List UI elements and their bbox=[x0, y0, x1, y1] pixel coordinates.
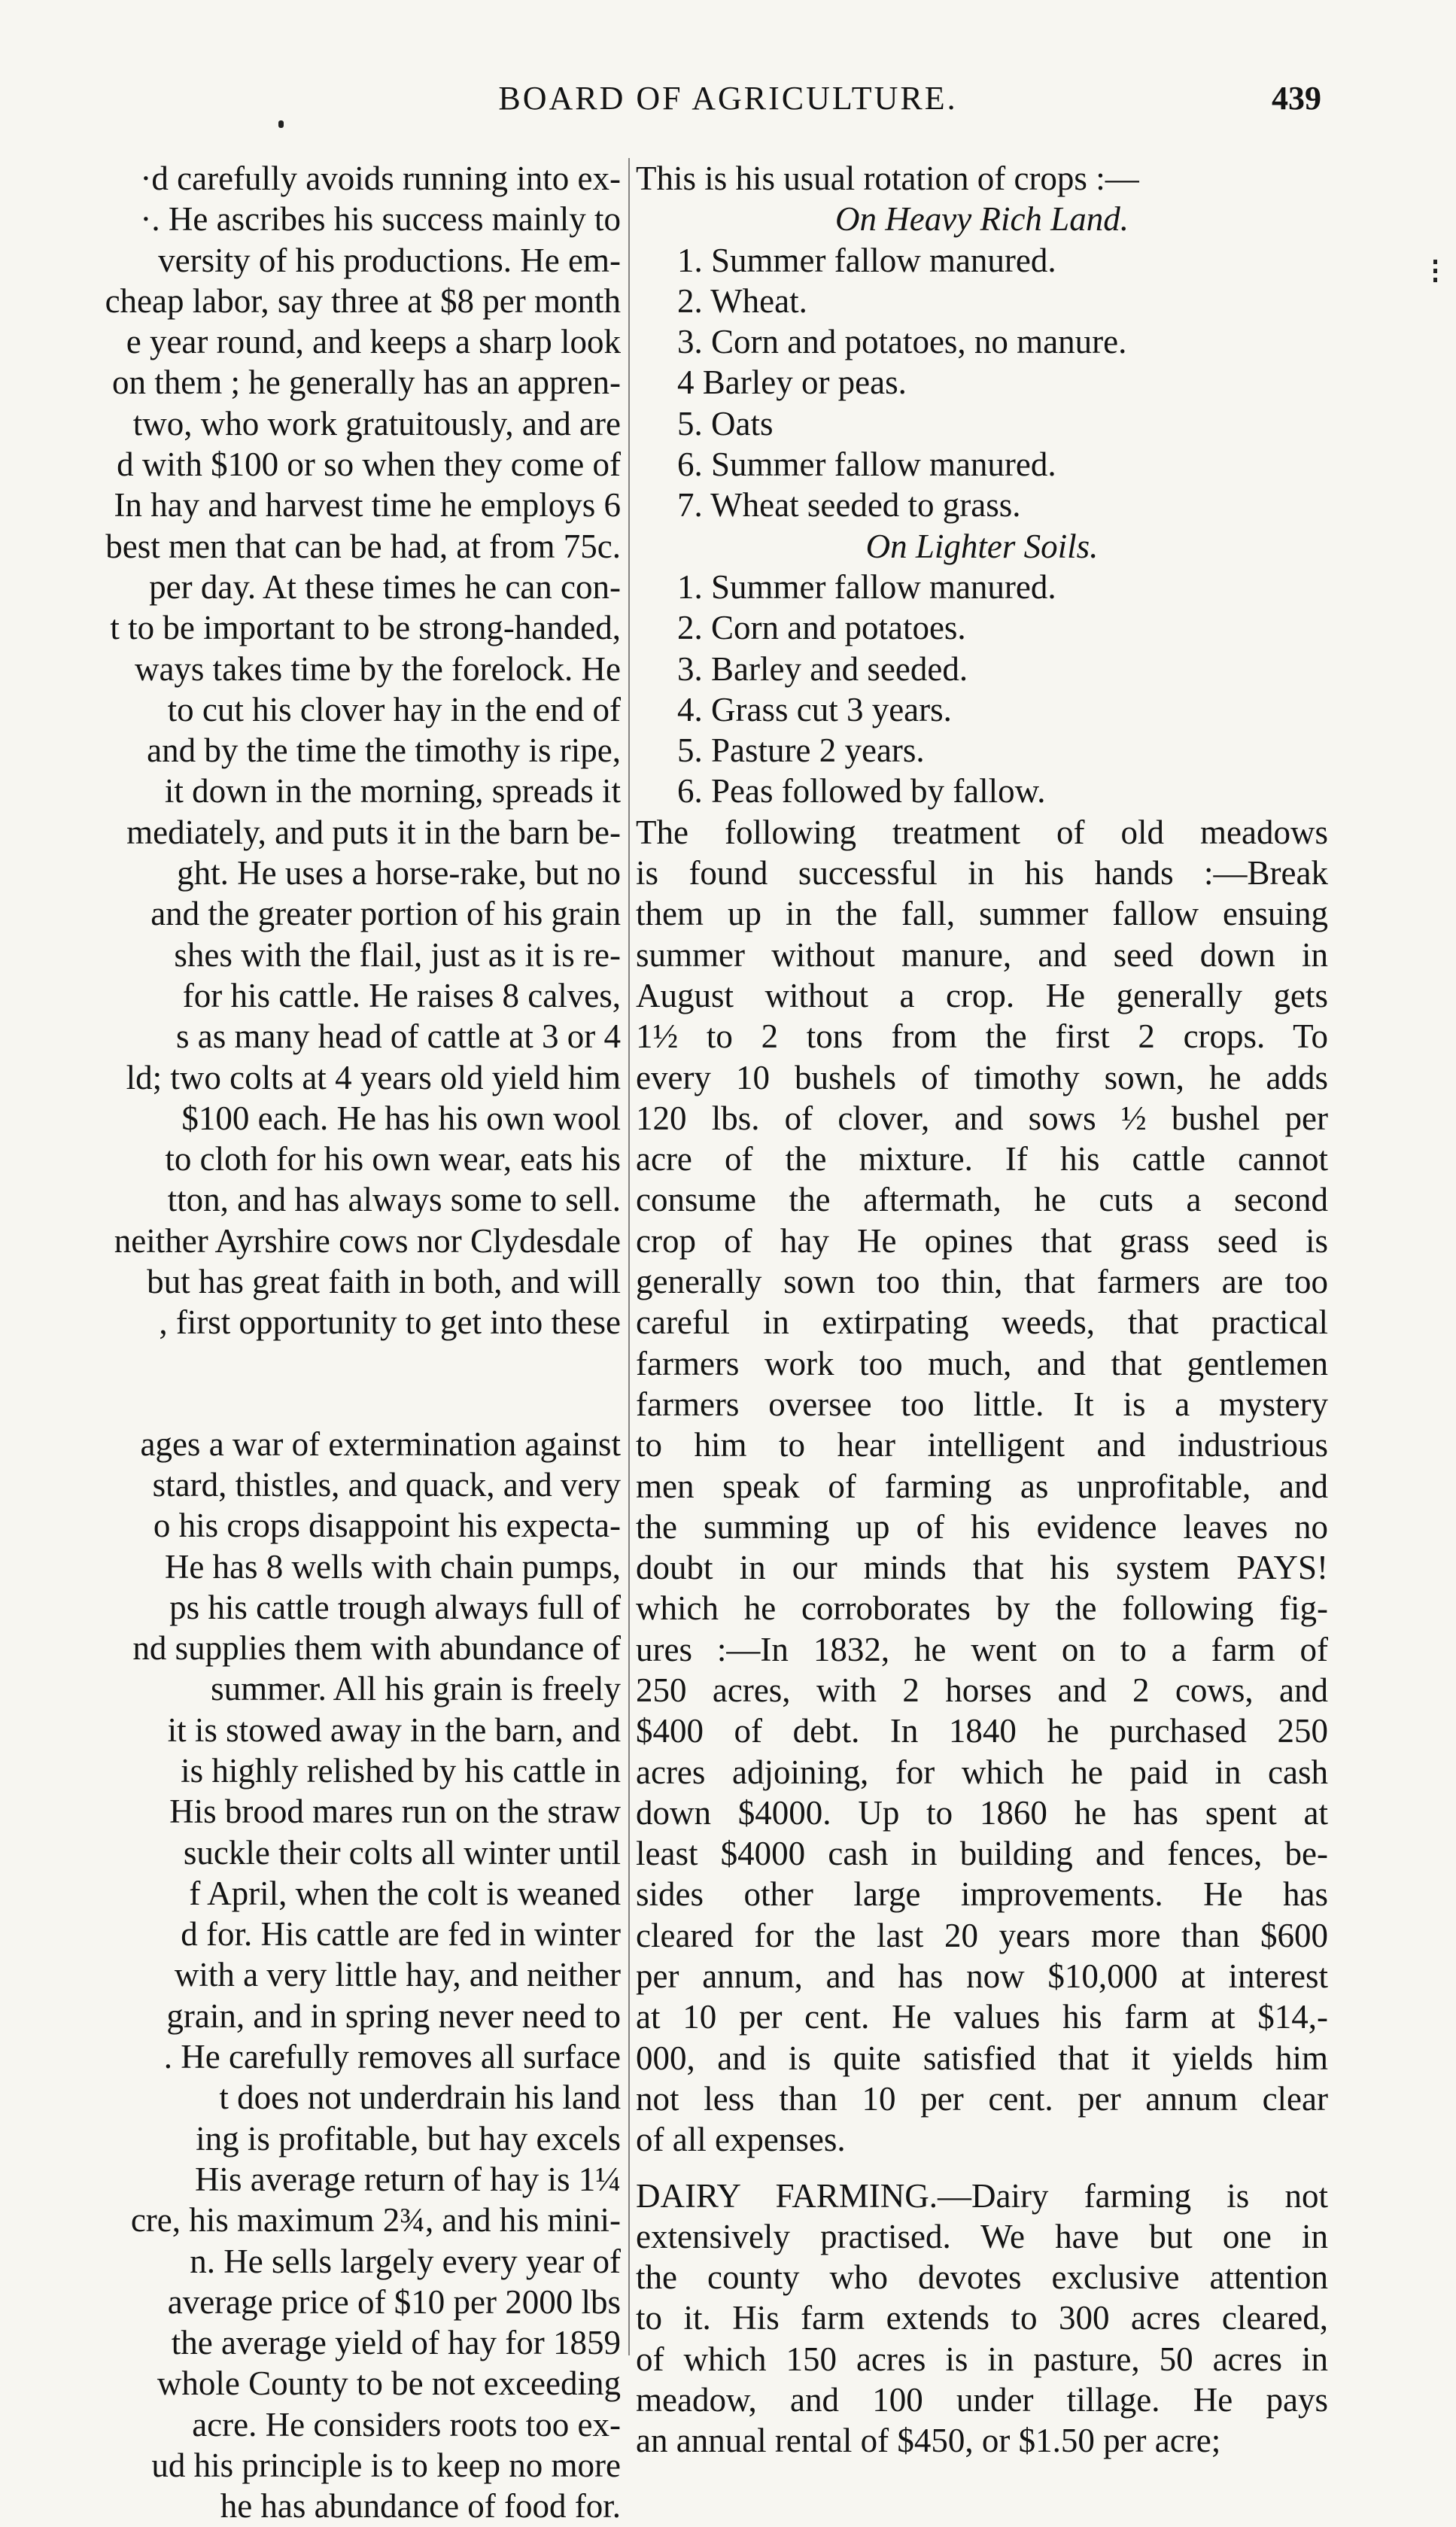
text-line: 1½ to 2 tons from the first 2 crops. To bbox=[636, 1017, 1328, 1056]
rotation-item: 1. Summer fallow manured. bbox=[677, 241, 1056, 279]
text-line: to it. His farm extends to 300 acres cleared, bbox=[636, 2299, 1328, 2337]
rotation-item: 4. Grass cut 3 years. bbox=[677, 690, 952, 728]
lighter-soils-rotation-list bbox=[636, 567, 1328, 812]
text-line: extensively practised. We have but one in bbox=[636, 2217, 1328, 2255]
page-header-title: BOARD OF AGRICULTURE. bbox=[498, 80, 958, 117]
text-line: meadow, and 100 under tillage. He pays bbox=[636, 2381, 1328, 2419]
text-line: ages a war of extermination against bbox=[140, 1425, 621, 1463]
text-line: grain, and in spring never need to bbox=[166, 1996, 621, 2035]
text-line: and the greater portion of his grain bbox=[150, 895, 621, 933]
text-line: o his crops disappoint his expecta- bbox=[153, 1507, 621, 1545]
text-line: 250 acres, with 2 horses and 2 cows, and bbox=[636, 1671, 1328, 1709]
text-line: $100 each. He has his own wool bbox=[181, 1099, 621, 1137]
heavy-land-heading: On Heavy Rich Land. bbox=[835, 200, 1129, 239]
text-line: it down in the morning, spreads it bbox=[164, 772, 621, 810]
text-line: ures :—In 1832, he went on to a farm of bbox=[636, 1630, 1328, 1668]
text-line: every 10 bushels of timothy sown, he adds bbox=[636, 1058, 1328, 1096]
text-line: ght. He uses a horse-rake, but no bbox=[177, 854, 621, 893]
text-line: per annum, and has now $10,000 at interest bbox=[636, 1957, 1328, 1996]
text-line: an annual rental of $450, or $1.50 per acre; bbox=[636, 2422, 1221, 2460]
text-line: for his cattle. He raises 8 calves, bbox=[182, 976, 621, 1014]
text-line: generally sown too thin, that farmers are too bbox=[636, 1263, 1328, 1301]
text-line: ud his principle is to keep no more bbox=[151, 2446, 621, 2485]
dairy-farming-paragraph bbox=[636, 2176, 1328, 2462]
text-line: s as many head of cattle at 3 or 4 bbox=[175, 1017, 621, 1056]
text-line: ways takes time by the forelock. He bbox=[134, 649, 621, 688]
text-line: cheap labor, say three at $8 per month bbox=[105, 281, 621, 320]
text-line: In hay and harvest time he employs 6 bbox=[114, 486, 621, 525]
text-line: $400 of debt. In 1840 he purchased 250 bbox=[636, 1712, 1328, 1750]
text-line: d with $100 or so when they come of bbox=[117, 445, 621, 484]
text-line: n. He sells largely every year of bbox=[190, 2242, 621, 2280]
text-line: ·d carefully avoids running into ex- bbox=[140, 160, 621, 197]
rotation-item: 1. Summer fallow manured. bbox=[677, 567, 1056, 606]
text-line: he has abundance of food for. bbox=[220, 2487, 621, 2525]
text-line: down $4000. Up to 1860 he has spent at bbox=[636, 1793, 1328, 1832]
text-line: it is stowed away in the barn, and bbox=[167, 1711, 621, 1749]
text-line: and by the time the timothy is ripe, bbox=[147, 731, 621, 770]
text-line: with a very little hay, and neither bbox=[174, 1956, 621, 1994]
text-line: August without a crop. He generally gets bbox=[636, 976, 1328, 1014]
rotation-item: 4 Barley or peas. bbox=[677, 363, 907, 402]
text-line: 000, and is quite satisfied that it yields him bbox=[636, 2039, 1328, 2077]
text-line: t does not underdrain his land bbox=[219, 2078, 621, 2117]
text-line: the county who devotes exclusive attention bbox=[636, 2258, 1328, 2297]
text-line: ·. He ascribes his success mainly to bbox=[140, 200, 621, 239]
text-line: them up in the fall, summer fallow ensuing bbox=[636, 895, 1328, 933]
rotation-item: 3. Barley and seeded. bbox=[677, 649, 968, 688]
text-line: neither Ayrshire cows nor Clydesdale bbox=[114, 1221, 621, 1260]
margin-mark bbox=[1433, 260, 1437, 284]
text-line: to cut his clover hay in the end of bbox=[167, 690, 621, 728]
text-line: of which 150 acres is in pasture, 50 acres in bbox=[636, 2340, 1328, 2378]
text-line: per day. At these times he can con- bbox=[149, 567, 621, 606]
text-line: crop of hay He opines that grass seed is bbox=[636, 1221, 1328, 1260]
text-line: nd supplies them with abundance of bbox=[132, 1629, 621, 1668]
text-line: shes with the flail, just as it is re- bbox=[174, 935, 621, 974]
text-line: best men that can be had, at from 75c. bbox=[105, 527, 621, 565]
text-line: His brood mares run on the straw bbox=[169, 1793, 621, 1831]
text-line: doubt in our minds that his system PAYS! bbox=[636, 1549, 1328, 1587]
text-line: at 10 per cent. He values his farm at $14,- bbox=[636, 1998, 1328, 2036]
text-line: The following treatment of old meadows bbox=[636, 813, 1328, 851]
text-line: farmers oversee too little. It is a mystery bbox=[636, 1385, 1328, 1423]
text-line: f April, when the colt is weaned bbox=[189, 1874, 621, 1912]
left-column bbox=[30, 158, 621, 2527]
text-line: summer. All his grain is freely bbox=[211, 1670, 621, 1708]
text-line: acre of the mixture. If his cattle cannot bbox=[636, 1140, 1328, 1178]
text-line: ld; two colts at 4 years old yield him bbox=[126, 1058, 621, 1096]
rotation-item: 6. Peas followed by fallow. bbox=[677, 772, 1046, 810]
rotation-item: 6. Summer fallow manured. bbox=[677, 445, 1056, 484]
text-line: sides other large improvements. He has bbox=[636, 1875, 1328, 1914]
text-line: farmers work too much, and that gentlemen bbox=[636, 1344, 1328, 1382]
rotation-item: 7. Wheat seeded to grass. bbox=[677, 486, 1021, 525]
text-line: His average return of hay is 1¼ bbox=[194, 2160, 621, 2198]
lighter-soils-heading: On Lighter Soils. bbox=[865, 527, 1099, 565]
text-line: t to be important to be strong-handed, bbox=[110, 609, 621, 647]
text-line: two, who work gratuitously, and are bbox=[132, 404, 621, 442]
text-line: acres adjoining, for which he paid in cash bbox=[636, 1753, 1328, 1791]
column-divider bbox=[628, 158, 630, 2355]
text-line: is highly relished by his cattle in bbox=[181, 1751, 621, 1790]
paragraph-gap bbox=[636, 2161, 1328, 2176]
left-column-block-1 bbox=[30, 158, 621, 1343]
text-line: summer without manure, and seed down in bbox=[636, 935, 1328, 974]
text-line: cleared for the last 20 years more than $600 bbox=[636, 1916, 1328, 1954]
text-line: the summing up of his evidence leaves no bbox=[636, 1507, 1328, 1546]
text-line: to cloth for his own wear, eats his bbox=[165, 1140, 621, 1178]
page-number: 439 bbox=[1272, 80, 1321, 117]
text-line: to him to hear intelligent and industrious bbox=[636, 1426, 1328, 1464]
text-line: cre, his maximum 2¾, and his mini- bbox=[130, 2201, 621, 2240]
text-line: d for. His cattle are fed in winter bbox=[181, 1915, 621, 1954]
text-line: 120 lbs. of clover, and sows ½ bushel per bbox=[636, 1099, 1328, 1137]
text-line: stard, thistles, and quack, and very bbox=[152, 1465, 621, 1504]
text-line: is found successful in his hands :—Break bbox=[636, 854, 1328, 893]
text-line: He has 8 wells with chain pumps, bbox=[164, 1547, 621, 1586]
text-line: but has great faith in both, and will bbox=[147, 1263, 621, 1301]
text-line: careful in extirpating weeds, that practical bbox=[636, 1303, 1328, 1342]
text-line: e year round, and keeps a sharp look bbox=[126, 323, 621, 361]
text-line: acre. He considers roots too ex- bbox=[192, 2405, 621, 2443]
text-line: ing is profitable, but hay excels bbox=[196, 2119, 621, 2158]
text-line: versity of his productions. He em- bbox=[158, 241, 621, 279]
ink-dot-mark bbox=[278, 120, 284, 128]
rotation-item: 2. Wheat. bbox=[677, 281, 807, 320]
text-line: least $4000 cash in building and fences, be- bbox=[636, 1835, 1328, 1873]
text-line: not less than 10 per cent. per annum clear bbox=[636, 2079, 1328, 2118]
rotation-item: 3. Corn and potatoes, no manure. bbox=[677, 323, 1127, 361]
text-line: men speak of farming as unprofitable, and bbox=[636, 1467, 1328, 1505]
text-line: suckle their colts all winter until bbox=[183, 1833, 621, 1872]
right-column bbox=[636, 158, 1328, 2462]
text-line: on them ; he generally has an appren- bbox=[112, 363, 621, 402]
text-line: ps his cattle trough always full of bbox=[169, 1588, 621, 1626]
rotation-intro: This is his usual rotation of crops :— bbox=[636, 160, 1139, 197]
text-line: consume the aftermath, he cuts a second bbox=[636, 1181, 1328, 1219]
text-line: . He carefully removes all surface bbox=[163, 2038, 621, 2076]
text-line: which he corroborates by the following fig- bbox=[636, 1589, 1328, 1628]
running-head bbox=[0, 79, 1456, 124]
rotation-item: 2. Corn and potatoes. bbox=[677, 609, 966, 647]
rotation-item: 5. Oats bbox=[677, 404, 774, 442]
heavy-land-rotation-list bbox=[636, 240, 1328, 526]
text-line: DAIRY FARMING.—Dairy farming is not bbox=[636, 2176, 1328, 2215]
meadow-treatment-paragraph bbox=[636, 812, 1328, 2161]
paragraph-gap bbox=[30, 1343, 621, 1424]
text-line: of all expenses. bbox=[636, 2121, 846, 2159]
text-line: average price of $10 per 2000 lbs bbox=[167, 2282, 621, 2321]
text-line: the average yield of hay for 1859 bbox=[171, 2324, 621, 2362]
text-line: tton, and has always some to sell. bbox=[167, 1181, 621, 1219]
rotation-item: 5. Pasture 2 years. bbox=[677, 731, 925, 770]
left-column-block-2 bbox=[30, 1424, 621, 2527]
text-line: , first opportunity to get into these bbox=[159, 1303, 621, 1342]
text-line: whole County to be not exceeding bbox=[157, 2364, 621, 2403]
text-line: mediately, and puts it in the barn be- bbox=[126, 813, 621, 851]
